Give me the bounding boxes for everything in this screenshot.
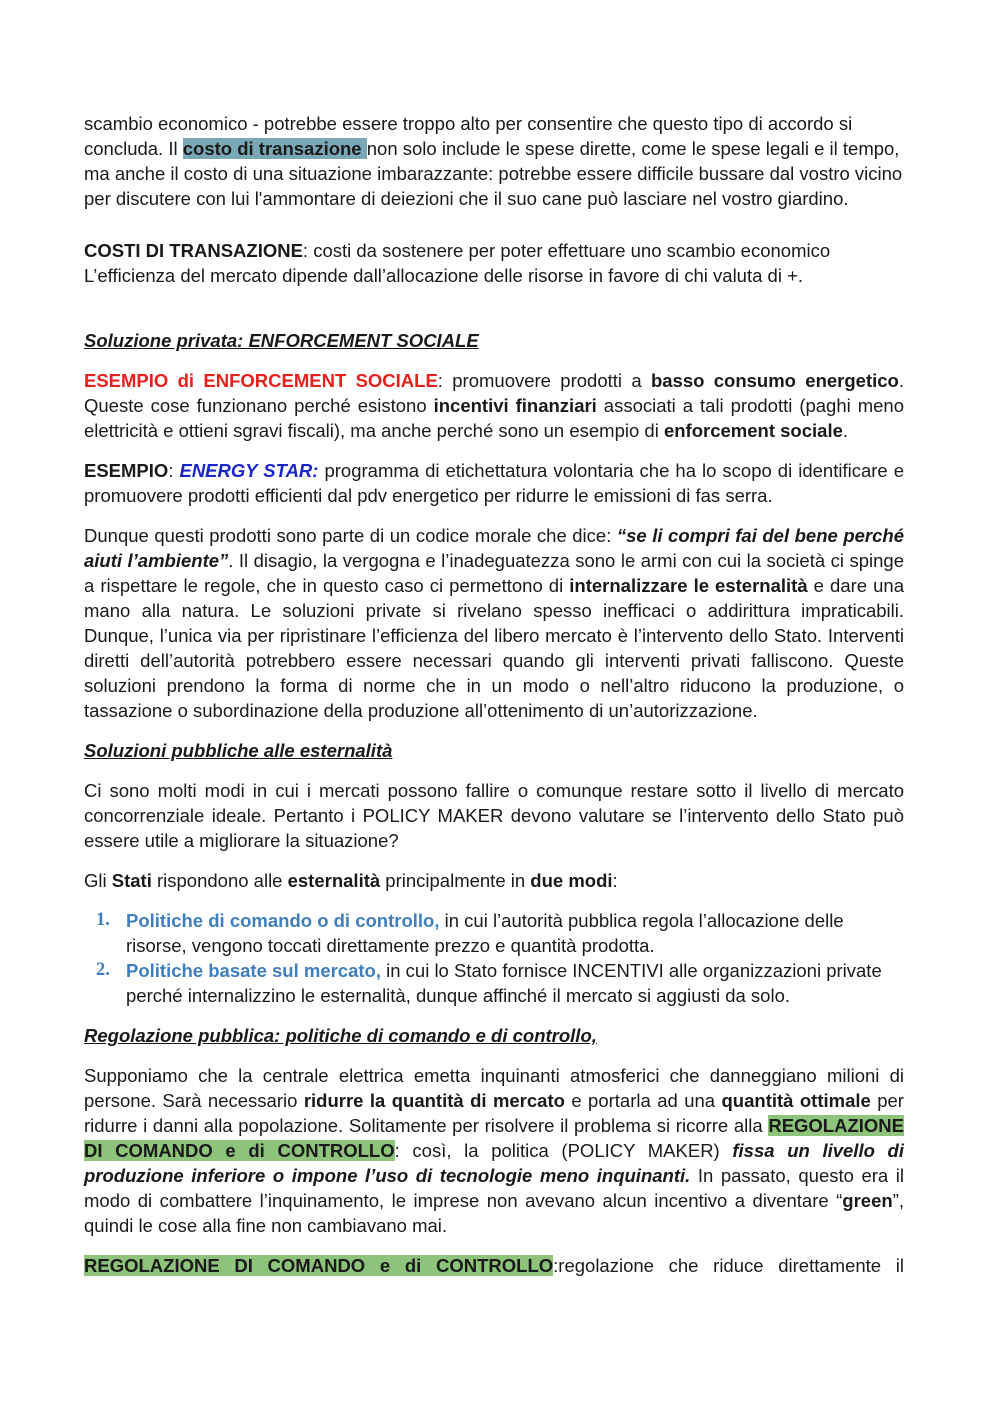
highlight-regolazione: REGOLAZIONE DI COMANDO e di CONTROLLO — [84, 1115, 904, 1161]
definition-line2: L’efficienza del mercato dipende dall’allocazione delle risorse in favore di chi valuta di +. — [84, 265, 804, 286]
bold-text: basso consumo energetico — [650, 370, 899, 391]
bold-text: esternalità — [287, 870, 381, 891]
text-run: principalmente in — [380, 870, 531, 891]
text-run: non solo include le spese dirette, come le spese legali e il tempo, ma anche il costo di una situazione imbarazzante: potrebbe essere difficile bussare dal vostro vicino per discutere con lui l'ammontare di deiezioni che il suo cane può lasciare nel vostro giardino. — [84, 138, 903, 209]
text-run: e dare una mano alla natura. Le soluzioni private si rivelano spesso inefficaci o addirittura impraticabili. Dunque, l’unica via per ripristinare l’efficienza del libero mercato è l’intervento dello Stato. Interventi diretti dell’autorità potrebbero essere necessari quando gli interventi privati falliscono. Queste soluzioni prendono la forma di norme che in un modo o nell’altro riducono la produzione, o tassazione o subordinazione della produzione all’ottenimento di un’autorizzazione. — [84, 575, 904, 721]
paragraph-esempio-enforcement — [84, 368, 904, 443]
bold-text: Stati — [111, 870, 152, 891]
text-run: . Queste cose funzionano perché esistono — [84, 370, 904, 416]
quote-text: “se li compri fai del bene perché aiuti l’ambiente” — [84, 525, 904, 571]
paragraph-regolazione-definizione — [84, 1253, 904, 1278]
paragraph-policy-maker: Ci sono molti modi in cui i mercati possono fallire o comunque restare sotto il livello di mercato concorrenziale ideale. Pertanto i POLICY MAKER devono valutare se l’intervento dello Stato può essere utile a migliorare la situazione? — [84, 780, 904, 851]
list-number: 2. — [96, 960, 110, 980]
list-item-text: in cui l’autorità pubblica regola l’allocazione delle risorse, vengono toccati direttamente prezzo e quantità prodotta. — [126, 910, 844, 956]
list-item-label: Politiche di comando o di controllo, — [126, 910, 440, 931]
list-item — [84, 908, 904, 958]
paragraph-transaction-cost — [84, 111, 904, 211]
bold-text: incentivi finanziari — [433, 395, 597, 416]
text-run: In passato, questo era il modo di combattere l’inquinamento, le imprese non avevano alcun incentivo a diventare “ — [84, 1165, 904, 1211]
paragraph-centrale-elettrica — [84, 1063, 904, 1238]
red-label: ESEMPIO di ENFORCEMENT SOCIALE — [84, 370, 438, 391]
text-run: :regolazione che riduce direttamente il — [553, 1255, 904, 1276]
document-page — [84, 111, 904, 1278]
list-item-label: Politiche basate sul mercato, — [126, 960, 381, 981]
text-run: programma di etichettatura volontaria che ha lo scopo di identificare e promuovere prodotti efficienti dal pdv energetico per ridurre le emissioni di fas serra. — [84, 460, 904, 506]
definition-term: COSTI DI TRANSAZIONE — [84, 240, 303, 261]
text-run: . Il disagio, la vergogna e l’inadeguatezza sono le armi con cui la società ci spinge a rispettare le regole, che in questo caso ci permettono di — [84, 550, 904, 596]
text-run: Gli — [84, 870, 112, 891]
section-heading-soluzioni-pubbliche: Soluzioni pubbliche alle esternalità — [84, 740, 393, 761]
text-run: e portarla ad una — [564, 1090, 722, 1111]
paragraph-stati — [84, 868, 904, 893]
bold-text: ESEMPIO — [84, 460, 169, 481]
text-run: Supponiamo che la centrale elettrica emetta inquinanti atmosferici che danneggiano milioni di persone. Sarà necessario — [84, 1065, 904, 1111]
text-run: ”, quindi le cose alla fine non cambiavano mai. — [84, 1190, 904, 1236]
bold-text: enforcement sociale — [663, 420, 843, 441]
list-item-text: in cui lo Stato fornisce INCENTIVI alle organizzazioni private perché internalizzino le esternalità, dunque affinché il mercato si aggiusti da solo. — [126, 960, 882, 1006]
text-run: rispondono alle — [151, 870, 288, 891]
list-item — [84, 958, 922, 1008]
definition-costi-transazione — [84, 238, 904, 288]
list-number: 1. — [96, 910, 110, 930]
bold-text: ridurre la quantità di mercato — [303, 1090, 565, 1111]
text-run: : — [612, 870, 618, 891]
text-run: . — [842, 420, 849, 441]
paragraph-energy-star — [84, 458, 904, 508]
section-heading-regolazione-pubblica: Regolazione pubblica: politiche di comando e di controllo, — [84, 1025, 597, 1046]
energy-star-label: ENERGY STAR: — [179, 460, 319, 481]
text-run: : — [168, 460, 180, 481]
policy-list — [84, 908, 904, 1008]
highlight-regolazione: REGOLAZIONE DI COMANDO e di CONTROLLO — [84, 1255, 554, 1276]
text-run: associati a tali prodotti (paghi meno elettricità e ottieni sgravi fiscali), ma anche perché sono un esempio di — [84, 395, 904, 441]
definition-text: : costi da sostenere per poter effettuare uno scambio economico — [302, 240, 831, 261]
paragraph-codice-morale — [84, 523, 904, 723]
highlight-costo-transazione: costo di transazione — [182, 138, 367, 159]
text-run: : così, la politica (POLICY MAKER) — [394, 1140, 733, 1161]
bold-text: green — [842, 1190, 893, 1211]
text-run: Dunque questi prodotti sono parte di un codice morale che dice: — [84, 525, 617, 546]
section-heading-soluzione-privata: Soluzione privata: ENFORCEMENT SOCIALE — [84, 330, 479, 351]
emphasis-text: fissa un livello di produzione inferiore o impone l’uso di tecnologie meno inquinanti. — [84, 1140, 904, 1186]
text-run: : promuovere prodotti a — [437, 370, 651, 391]
bold-text: quantità ottimale — [721, 1090, 871, 1111]
bold-text: due modi — [530, 870, 613, 891]
bold-text: internalizzare le esternalità — [569, 575, 808, 596]
text-run: scambio economico - potrebbe essere troppo alto per consentire che questo tipo di accordo si concluda. Il — [84, 113, 853, 159]
text-run: per ridurre i danni alla popolazione. Solitamente per risolvere il problema si ricorre alla — [84, 1090, 904, 1136]
